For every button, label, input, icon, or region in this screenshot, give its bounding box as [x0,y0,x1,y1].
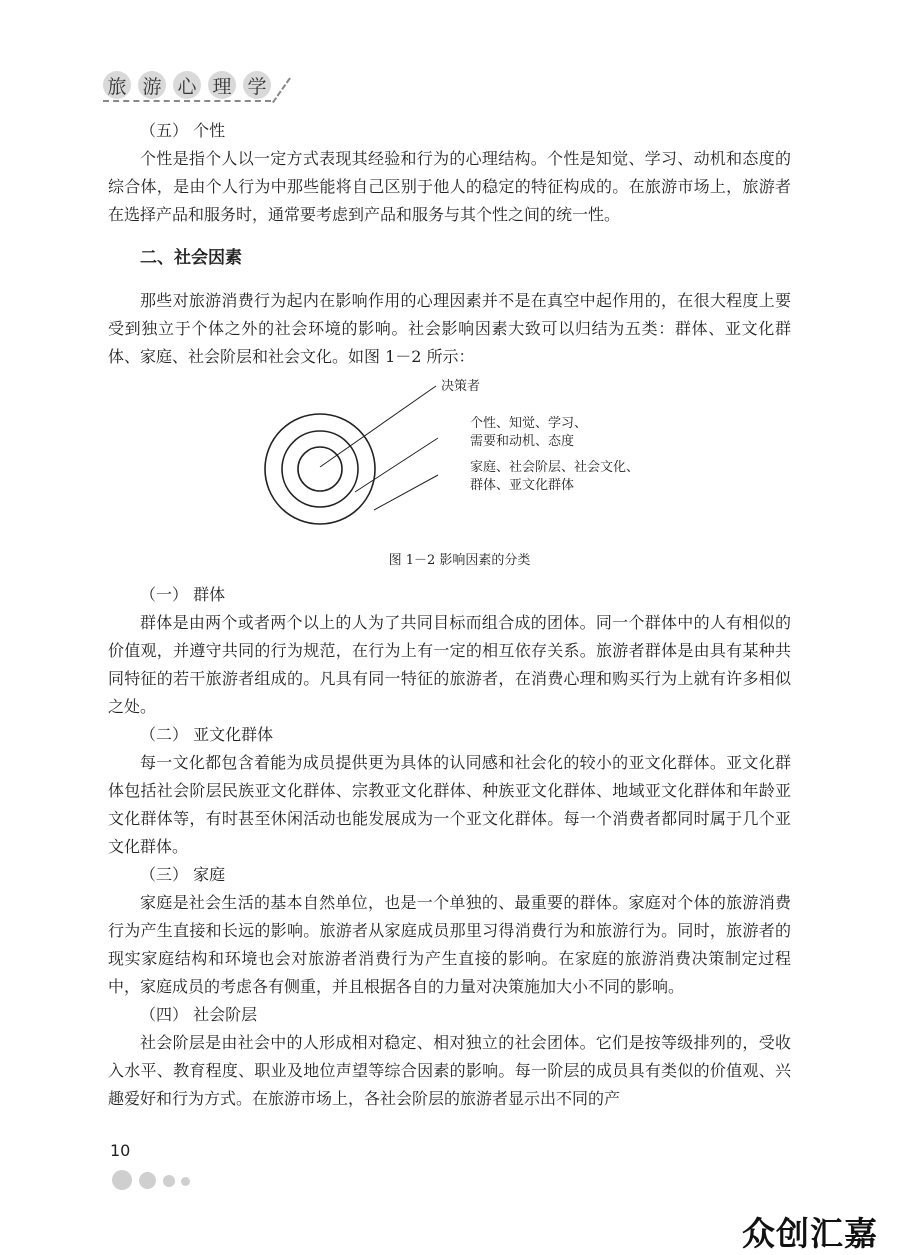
pointer-line-1 [320,386,436,467]
label-psych-factors-1: 个性、知觉、学习、 [470,416,588,431]
pointer-line-3 [374,475,438,510]
figure-influence-factors [108,375,791,551]
watermark-text: 众创汇嘉 [742,1214,878,1253]
header-char: 学 [243,71,271,99]
pointer-line-2 [355,438,438,492]
label-social-factors-1: 家庭、社会阶层、社会文化、 [470,460,640,475]
footer-dot [181,1177,190,1186]
middle-circle [282,431,358,507]
header-char: 旅 [103,71,131,99]
paragraph: 群体是由两个或者两个以上的人为了共同目标而组合成的团体。同一个群体中的人有相似的价值观，并遵守共同的行为规范，在行为上有一定的相互依存关系。旅游者群体是由具有某种共同特征的若干旅游者组成的。凡具有同一特征的旅游者，在消费心理和购买行为上就有许多相似之处。 [108,613,791,716]
section-title: （二） 亚文化群体 [140,725,274,744]
section-title: （三） 家庭 [140,865,226,884]
header-char: 游 [138,71,166,99]
section-heading: 二、社会因素 [140,248,242,268]
header-dashed-line [103,100,271,102]
inner-circle [298,447,342,491]
page-number: 10 [110,1141,131,1160]
figure-caption: 图 1－2 影响因素的分类 [388,553,531,568]
running-header [103,68,278,102]
paragraph: 社会阶层是由社会中的人形成相对稳定、相对独立的社会团体。它们是按等级排列的，受收入水平、教育程度、职业及地位声望等综合因素的影响。每一阶层的成员具有类似的价值观、兴趣爱好和行为方式。在旅游市场上，各社会阶层的旅游者显示出不同的产 [108,1033,791,1108]
header-char: 理 [208,71,236,99]
label-psych-factors-2: 需要和动机、态度 [470,434,575,449]
section-title: （一） 群体 [140,585,226,604]
section-title: （四） 社会阶层 [140,1005,258,1024]
header-char: 心 [173,71,201,99]
page-body [108,117,791,1113]
footer-dot [112,1170,132,1190]
footer-dot [163,1175,175,1187]
footer-dot [139,1172,156,1189]
paragraph: 家庭是社会生活的基本自然单位，也是一个单独的、最重要的群体。家庭对个体的旅游消费行为产生直接和长远的影响。旅游者从家庭成员那里习得消费行为和旅游行为。同时，旅游者的现实家庭结构和环境也会对旅游者消费行为产生直接的影响。在家庭的旅游消费决策制定过程中，家庭成员的考虑各有侧重，并且根据各自的力量对决策施加大小不同的影响。 [108,893,791,996]
paragraph: 那些对旅游消费行为起内在影响作用的心理因素并不是在真空中起作用的，在很大程度上要受到独立于个体之外的社会环境的影响。社会影响因素大致可以归结为五类：群体、亚文化群体、家庭、社会阶层和社会文化。如图 1－2 所示： [108,291,791,366]
label-decision-maker: 决策者 [441,379,481,394]
label-social-factors-2: 群体、亚文化群体 [470,478,575,493]
paragraph: 每一文化都包含着能为成员提供更为具体的认同感和社会化的较小的亚文化群体。亚文化群体包括社会阶层民族亚文化群体、宗教亚文化群体、种族亚文化群体、地域亚文化群体和年龄亚文化群体等，有时甚至休闲活动也能发展成为一个亚文化群体。每一个消费者都同时属于几个亚文化群体。 [108,753,791,856]
concentric-circles-diagram [108,375,791,551]
paragraph: 个性是指个人以一定方式表现其经验和行为的心理结构。个性是知觉、学习、动机和态度的综合体，是由个人行为中那些能将自己区别于他人的稳定的特征构成的。在旅游市场上，旅游者在选择产品和服务时，通常要考虑到产品和服务与其个性之间的统一性。 [108,149,791,224]
section-title: （五） 个性 [140,121,226,140]
